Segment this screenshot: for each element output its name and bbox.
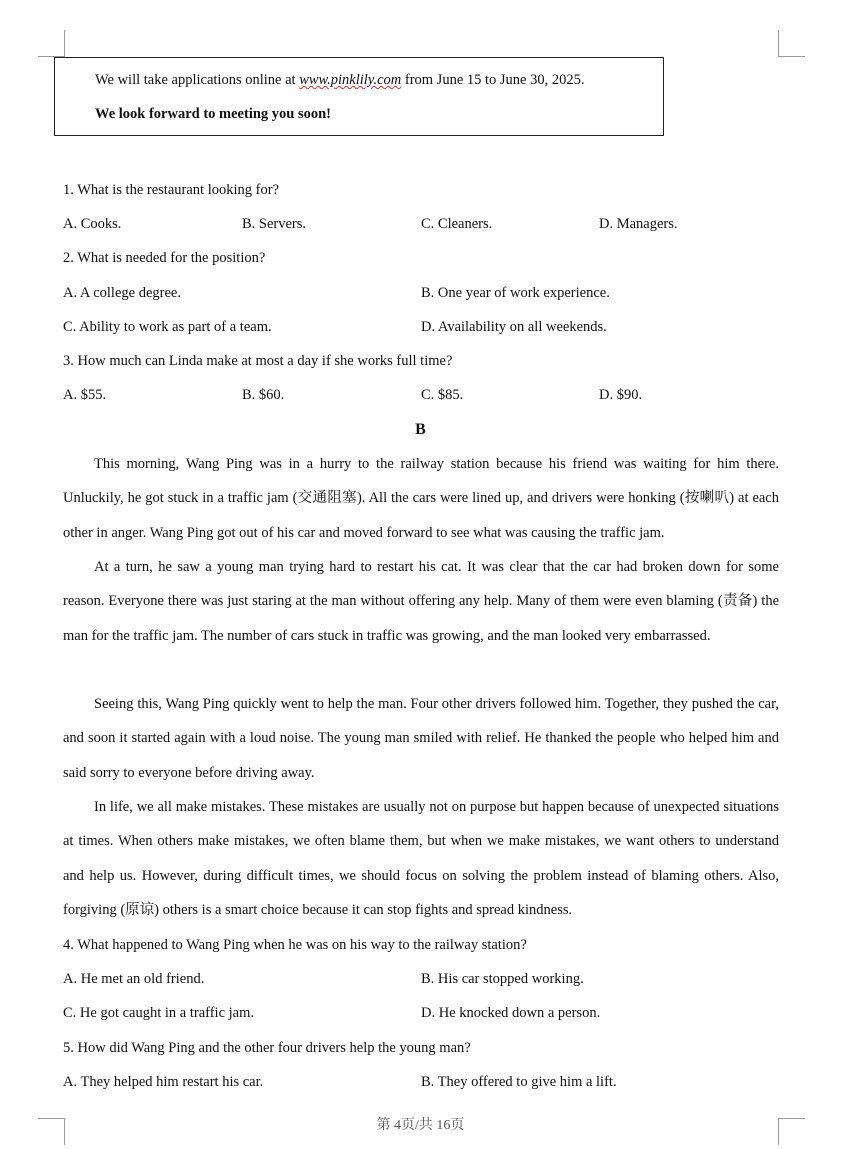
question-1-option-d: D. Managers. xyxy=(599,216,678,232)
question-2-option-a: A. A college degree. xyxy=(63,285,181,301)
corner-mark-top-right xyxy=(778,30,805,57)
question-5-option-a: A. They helped him restart his car. xyxy=(63,1074,264,1090)
passage-paragraph-2: At a turn, he saw a young man trying hard to restart his cat. It was clear that the car had broken down for some reason. Everyone there was just staring at the man without offering any help. Many of them were even blaming (责备) the man for the traffic jam. The number of cars stuck in traffic was growing, and the man looked very embarrassed. xyxy=(63,559,779,644)
question-3-option-b: B. $60. xyxy=(242,387,285,403)
passage-paragraph-3: Seeing this, Wang Ping quickly went to help the man. Four other drivers followed him. Together, they pushed the car, and soon it started again with a loud noise. The young man smiled with relief. He thanked the people who helped him and said sorry to everyone before driving away. xyxy=(63,696,779,781)
question-4-option-a: A. He met an old friend. xyxy=(63,971,205,987)
section-b-heading: B xyxy=(415,421,426,438)
notice-closing-line: We look forward to meeting you soon! xyxy=(95,106,332,122)
question-1-option-c: C. Cleaners. xyxy=(421,216,493,232)
question-5-option-b: B. They offered to give him a lift. xyxy=(421,1074,617,1090)
notice-line-1 xyxy=(95,72,584,89)
question-2-stem: 2. What is needed for the position? xyxy=(63,250,266,266)
passage-paragraph-1: This morning, Wang Ping was in a hurry to the railway station because his friend was waiting for him there. Unluckily, he got stuck in a traffic jam (交通阻塞). All the cars were lined up, and drivers were honking (按喇叭) at each other in anger. Wang Ping got out of his car and moved forward to see what was causing the traffic jam. xyxy=(63,456,779,541)
question-2-option-b: B. One year of work experience. xyxy=(421,285,610,301)
question-5-stem: 5. How did Wang Ping and the other four drivers help the young man? xyxy=(63,1040,471,1056)
question-1-option-b: B. Servers. xyxy=(242,216,307,232)
question-3-option-a: A. $55. xyxy=(63,387,107,403)
question-4-option-c: C. He got caught in a traffic jam. xyxy=(63,1005,254,1021)
notice-text-before-url: We will take applications online at xyxy=(95,72,300,88)
corner-mark-top-left xyxy=(38,30,65,57)
question-4-stem: 4. What happened to Wang Ping when he was on his way to the railway station? xyxy=(63,937,527,953)
question-1-option-a: A. Cooks. xyxy=(63,216,122,232)
passage-paragraph-4: In life, we all make mistakes. These mistakes are usually not on purpose but happen because of unexpected situations at times. When others make mistakes, we often blame them, but when we make mistakes, we want others to understand and help us. However, during difficult times, we should focus on solving the problem instead of blaming others. Also, forgiving (原谅) others is a smart choice because it can stop fights and spread kindness. xyxy=(63,799,779,919)
notice-text-after-url: from June 15 to June 30, 2025. xyxy=(401,72,585,88)
question-4-option-d: D. He knocked down a person. xyxy=(421,1005,601,1021)
question-2-option-c: C. Ability to work as part of a team. xyxy=(63,319,272,335)
question-1-stem: 1. What is the restaurant looking for? xyxy=(63,182,279,198)
question-2-option-d: D. Availability on all weekends. xyxy=(421,319,607,335)
question-3-option-d: D. $90. xyxy=(599,387,643,403)
question-4-option-b: B. His car stopped working. xyxy=(421,971,584,987)
question-3-option-c: C. $85. xyxy=(421,387,464,403)
website-link[interactable]: www.pinklily.com xyxy=(299,72,402,88)
application-notice-box xyxy=(54,57,664,136)
page-number-footer: 第 4页/共 16页 xyxy=(376,1118,465,1133)
question-3-stem: 3. How much can Linda make at most a day if she works full time? xyxy=(63,353,453,369)
